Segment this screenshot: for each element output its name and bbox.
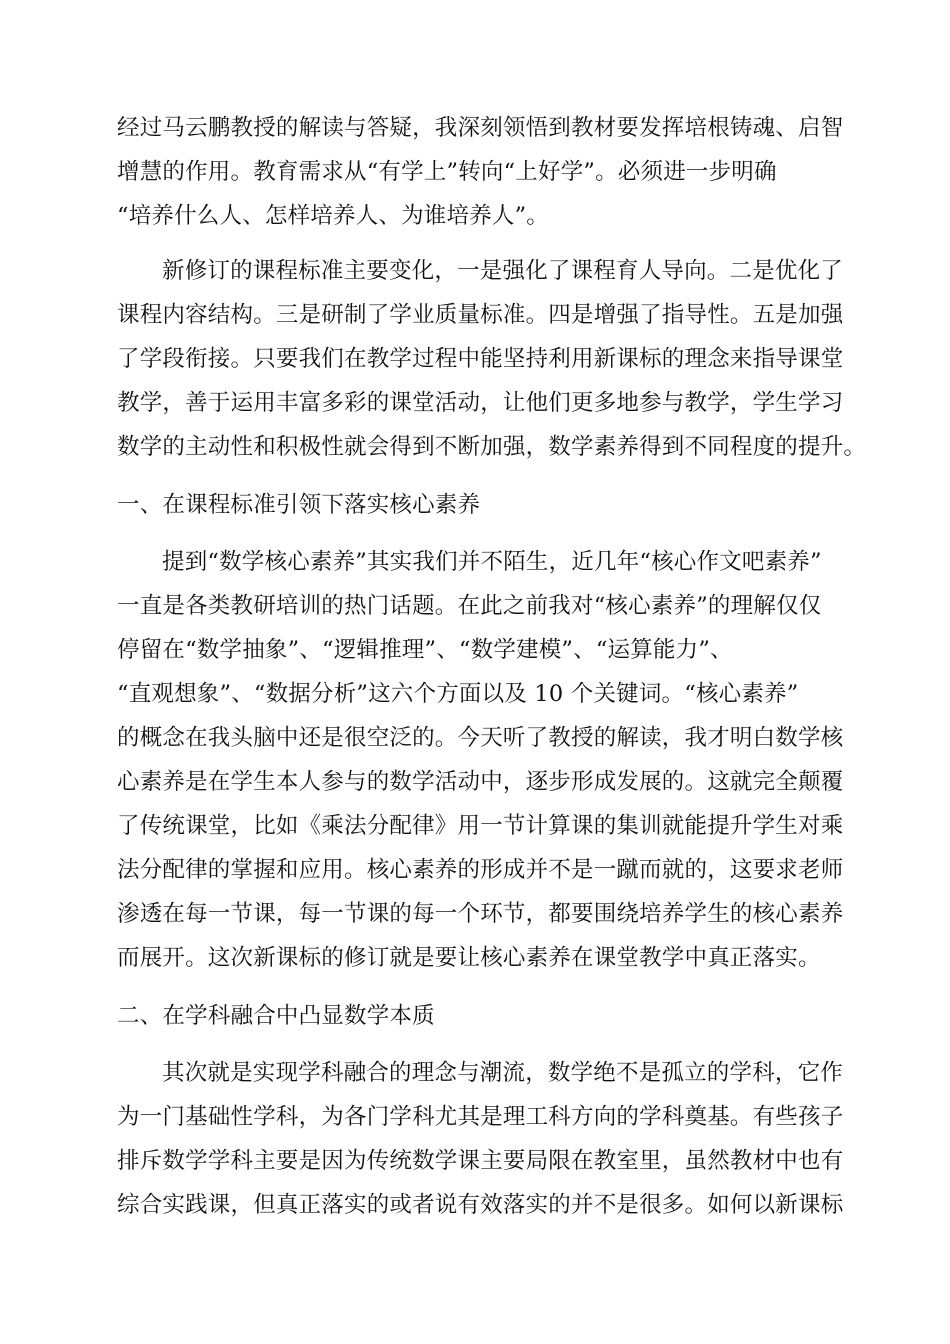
- section-heading-2: 二、在学科融合中凸显数学本质: [117, 1003, 435, 1029]
- paragraph-line: 了传统课堂，比如《乘法分配律》用一节计算课的集训就能提升学生对乘: [117, 813, 844, 839]
- paragraph-line: 教学，善于运用丰富多彩的课堂活动，让他们更多地参与教学，学生学习: [117, 390, 844, 416]
- section-heading-1: 一、在课程标准引领下落实核心素养: [117, 492, 481, 518]
- paragraph-line: 的概念在我头脑中还是很空泛的。今天听了教授的解读，我才明白数学核: [117, 725, 844, 751]
- paragraph-line: 综合实践课，但真正落实的或者说有效落实的并不是很多。如何以新课标: [117, 1192, 844, 1218]
- paragraph-line: 法分配律的掌握和应用。核心素养的形成并不是一蹴而就的，这要求老师: [117, 857, 844, 883]
- paragraph-line: 而展开。这次新课标的修订就是要让核心素养在课堂教学中真正落实。: [117, 945, 821, 971]
- paragraph-line: 为一门基础性学科，为各门学科尤其是理工科方向的学科奠基。有些孩子: [117, 1104, 844, 1130]
- paragraph-line: 数学的主动性和积极性就会得到不断加强，数学素养得到不同程度的提升。: [117, 434, 867, 460]
- paragraph-line: 了学段衔接。只要我们在教学过程中能坚持利用新课标的理念来指导课堂: [117, 346, 844, 372]
- paragraph-line: 提到“数学核心素养”其实我们并不陌生，近几年“核心作文吧素养”: [162, 549, 822, 575]
- paragraph-line: 排斥数学学科主要是因为传统数学课主要局限在教室里，虽然教材中也有: [117, 1148, 844, 1174]
- paragraph-line: 渗透在每一节课，每一节课的每一个环节，都要围绕培养学生的核心素养: [117, 901, 844, 927]
- paragraph-line: “培养什么人、怎样培养人、为谁培养人”。: [117, 203, 550, 229]
- paragraph-line: 经过马云鹏教授的解读与答疑，我深刻领悟到教材要发挥培根铸魂、启智: [117, 115, 844, 141]
- paragraph-line: 课程内容结构。三是研制了学业质量标准。四是增强了指导性。五是加强: [117, 302, 844, 328]
- paragraph-line: “直观想象”、“数据分析”这六个方面以及 10 个关键词。“核心素养”: [117, 681, 799, 707]
- paragraph-line: 其次就是实现学科融合的理念与潮流，数学绝不是孤立的学科，它作: [162, 1060, 844, 1086]
- paragraph-line: 新修订的课程标准主要变化，一是强化了课程育人导向。二是优化了: [162, 258, 844, 284]
- paragraph-line: 一直是各类教研培训的热门话题。在此之前我对“核心素养”的理解仅仅: [117, 593, 822, 619]
- paragraph-line: 心素养是在学生本人参与的数学活动中，逐步形成发展的。这就完全颠覆: [117, 769, 844, 795]
- paragraph-line: 增慧的作用。教育需求从“有学上”转向“上好学”。必须进一步明确: [117, 159, 777, 185]
- paragraph-line: 停留在“数学抽象”、“逻辑推理”、“数学建模”、“运算能力”、: [117, 637, 733, 663]
